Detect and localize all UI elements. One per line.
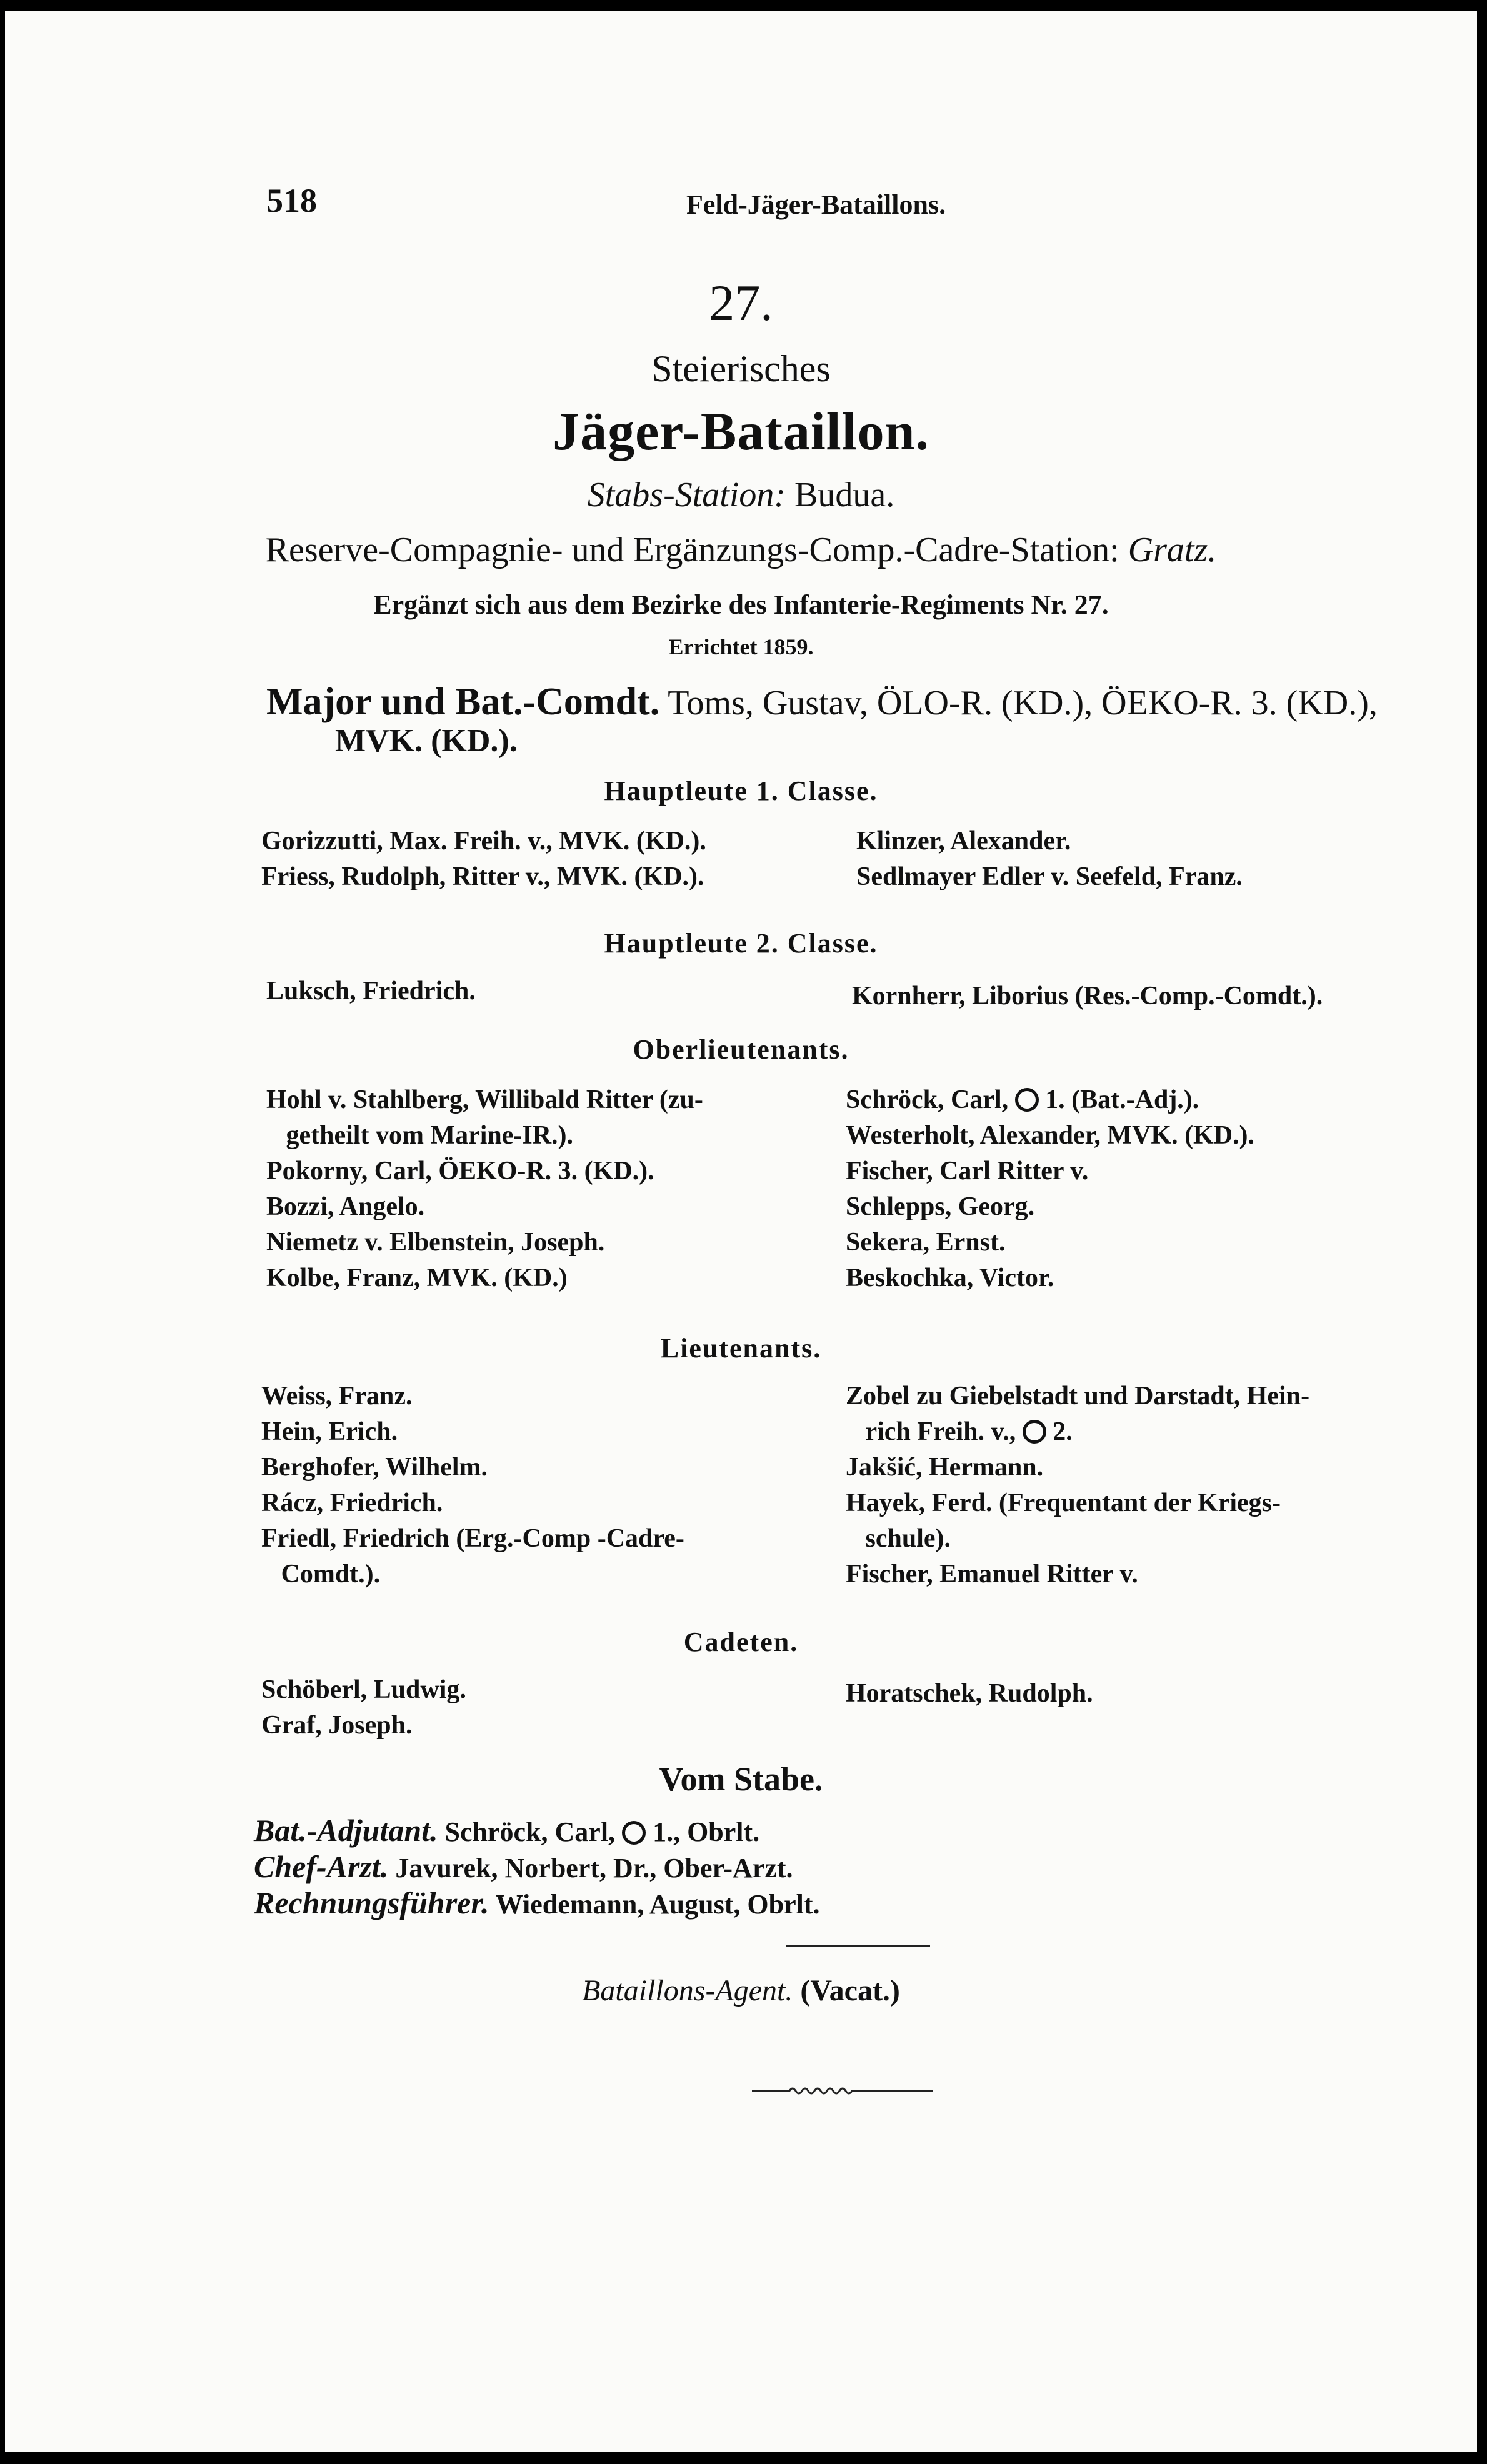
staff-role: Chef-Arzt. xyxy=(254,1849,389,1884)
list-item: Schlepps, Georg. xyxy=(846,1192,1035,1221)
list-item: Kornherr, Liborius (Res.-Comp.-Comdt.). xyxy=(852,982,1323,1010)
end-ornament xyxy=(752,2085,933,2097)
list-item: Fischer, Emanuel Ritter v. xyxy=(846,1560,1138,1589)
agent-label: Bataillons-Agent. xyxy=(582,1974,793,2007)
hauptleute2-left xyxy=(266,974,476,1009)
list-item-text: 2. xyxy=(1053,1417,1073,1446)
list-item: Graf, Joseph. xyxy=(261,1711,413,1740)
agent-value: (Vacat.) xyxy=(800,1974,900,2007)
list-item: Sekera, Ernst. xyxy=(846,1228,1006,1257)
oberlieutenants-left xyxy=(266,1082,703,1296)
lieutenants-right xyxy=(846,1379,1309,1592)
list-item: Comdt.). xyxy=(261,1560,381,1589)
list-item: Rácz, Friedrich. xyxy=(261,1489,443,1517)
commander-line xyxy=(266,680,1378,724)
list-item: Schöberl, Ludwig. xyxy=(261,1675,466,1704)
list-item: Zobel zu Giebelstadt und Darstadt, Hein- xyxy=(846,1382,1310,1410)
list-item: Luksch, Friedrich. xyxy=(266,977,476,1005)
station-label: Stabs-Station: xyxy=(587,476,786,514)
heading-cadeten: Cadeten. xyxy=(683,1627,799,1657)
page-number: 518 xyxy=(266,182,317,219)
list-item: Bozzi, Angelo. xyxy=(266,1192,425,1221)
staff-value: Javurek, Norbert, Dr., Ober-Arzt. xyxy=(395,1853,793,1883)
running-title: Feld-Jäger-Bataillons. xyxy=(686,189,946,220)
order-circle-icon xyxy=(1023,1420,1046,1444)
reserve-line xyxy=(5,530,1477,570)
list-item: Friedl, Friedrich (Erg.-Comp -Cadre- xyxy=(261,1524,684,1553)
heading-lieutenants: Lieutenants. xyxy=(660,1333,822,1364)
list-item: Fischer, Carl Ritter v. xyxy=(846,1157,1089,1185)
reserve-label: Reserve-Compagnie- und Ergänzungs-Comp.-Cadre-Station: xyxy=(265,531,1119,569)
document-page xyxy=(5,11,1477,2452)
list-item xyxy=(846,1414,1309,1450)
commander-details: Toms, Gustav, ÖLO-R. (KD.), ÖEKO-R. 3. (KD.), xyxy=(668,684,1378,722)
list-item: Kolbe, Franz, MVK. (KD.) xyxy=(266,1264,568,1292)
list-item: Jakšić, Hermann. xyxy=(846,1453,1044,1482)
heading-oberlieutenants: Oberlieutenants. xyxy=(633,1034,849,1065)
lieutenants-left xyxy=(261,1379,684,1592)
list-item: Weiss, Franz. xyxy=(261,1382,413,1410)
errichtet-line: Errichtet 1859. xyxy=(668,634,814,659)
hauptleute2-right xyxy=(852,979,1323,1014)
staff-role: Bat.-Adjutant. xyxy=(254,1813,438,1848)
unit-title: Jäger-Bataillon. xyxy=(553,401,929,461)
list-item: Beskochka, Victor. xyxy=(846,1264,1054,1292)
staff-chef-arzt xyxy=(254,1848,793,1885)
unit-subtitle: Steierisches xyxy=(651,348,831,389)
list-item: Hayek, Ferd. (Frequentant der Kriegs- xyxy=(846,1489,1281,1517)
heading-hauptleute-1: Hauptleute 1. Classe. xyxy=(604,776,878,806)
staff-value: Schröck, Carl, xyxy=(444,1817,616,1847)
list-item: Niemetz v. Elbenstein, Joseph. xyxy=(266,1228,605,1257)
hauptleute1-right xyxy=(856,824,1243,895)
list-item xyxy=(846,1082,1254,1118)
list-item-text: 1. (Bat.-Adj.). xyxy=(1045,1085,1199,1114)
list-item: Pokorny, Carl, ÖEKO-R. 3. (KD.). xyxy=(266,1157,654,1185)
unit-number: 27. xyxy=(709,274,773,331)
list-item-text: rich Freih. v., xyxy=(846,1417,1016,1446)
hauptleute1-left xyxy=(261,824,706,895)
erganzt-line: Ergänzt sich aus dem Bezirke des Infanterie-Regiments Nr. 27. xyxy=(373,589,1109,620)
staff-adjutant xyxy=(254,1812,759,1848)
station-value: Budua. xyxy=(794,476,895,514)
divider xyxy=(786,1945,930,1947)
agent-line xyxy=(5,1973,1477,2008)
commander-rank: Major und Bat.-Comdt. xyxy=(266,681,660,723)
cadeten-right xyxy=(846,1676,1093,1712)
staff-value: Wiedemann, August, Obrlt. xyxy=(495,1889,820,1920)
list-item: Horatschek, Rudolph. xyxy=(846,1679,1093,1708)
order-circle-icon xyxy=(622,1821,646,1845)
list-item-text: Schröck, Carl, xyxy=(846,1085,1009,1114)
list-item: Hein, Erich. xyxy=(261,1417,398,1446)
list-item: Westerholt, Alexander, MVK. (KD.). xyxy=(846,1121,1255,1150)
cadeten-left xyxy=(261,1672,466,1743)
list-item: Friess, Rudolph, Ritter v., MVK. (KD.). xyxy=(261,862,704,891)
staff-role: Rechnungsführer. xyxy=(254,1885,489,1920)
order-circle-icon xyxy=(1015,1088,1039,1112)
list-item: getheilt vom Marine-IR.). xyxy=(266,1121,574,1150)
list-item: Klinzer, Alexander. xyxy=(856,827,1071,855)
station-line xyxy=(5,475,1477,515)
staff-rechnungsfuehrer xyxy=(254,1885,819,1921)
reserve-value: Gratz. xyxy=(1128,531,1217,569)
list-item: Hohl v. Stahlberg, Willibald Ritter (zu- xyxy=(266,1085,703,1114)
oberlieutenants-right xyxy=(846,1082,1254,1296)
heading-vom-stabe: Vom Stabe. xyxy=(659,1760,823,1798)
list-item: Gorizzutti, Max. Freih. v., MVK. (KD.). xyxy=(261,827,706,855)
list-item: Berghofer, Wilhelm. xyxy=(261,1453,488,1482)
list-item: schule). xyxy=(846,1524,951,1553)
list-item: Sedlmayer Edler v. Seefeld, Franz. xyxy=(856,862,1243,891)
staff-value: 1., Obrlt. xyxy=(653,1817,760,1847)
commander-details-cont: MVK. (KD.). xyxy=(335,723,518,759)
heading-hauptleute-2: Hauptleute 2. Classe. xyxy=(604,928,878,959)
